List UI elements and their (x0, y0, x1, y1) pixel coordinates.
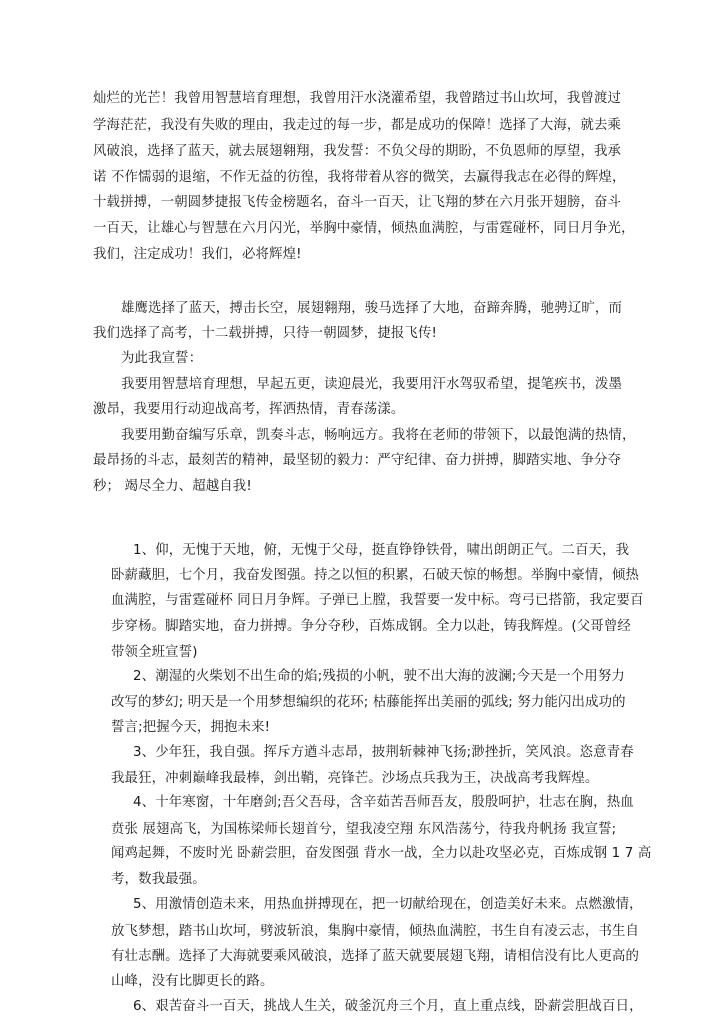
text-line: 5、用激情创造未来，用热血拼搏现在，把一切献给现在，创造美好未来。点燃激情， (133, 897, 643, 912)
text-line: 雄鹰选择了蓝天，搏击长空，展翅翱翔，骏马选择了大地，奋蹄奔腾，驰骋辽旷，而 (121, 301, 623, 316)
text-line: 放飞梦想，踏书山坎坷，劈波斩浪，集胸中豪情，倾热血满腔，书生自有凌云志，书生自 (111, 924, 640, 939)
text-line: 我最狂，冲刺巅峰我最棒，剑出鞘，亮锋芒。沙场点兵我为王，决战高考我辉煌。 (111, 771, 599, 786)
text-line: 有壮志酬。选择了大海就要乘风破浪，选择了蓝天就要展翅飞翔，请相信没有比人更高的 (111, 949, 640, 964)
text-line: 3、少年狂，我自强。挥斥方遒斗志昂，披荆斩棘神飞扬;渺挫折，笑风浪。恣意青春 (133, 745, 634, 760)
text-line: 步穿杨。脚踏实地，奋力拼搏。争分夺秒，百炼成钢。全力以赴，铸我辉煌。(父哥曾经 (111, 619, 631, 634)
text-line: 带领全班宣誓) (111, 645, 198, 660)
text-line: 闻鸡起舞，不废时光 卧薪尝胆，奋发图强 背水一战，全力以赴攻坚必克，百炼成钢 1 7 高 (111, 846, 652, 861)
text-line: 最昂扬的斗志，最刻苦的精神，最坚韧的毅力：严守纪律、奋力拼搏，脚踏实地、争分夺 (93, 453, 622, 468)
text-line: 灿烂的光芒！我曾用智慧培育理想，我曾用汗水浇灌希望，我曾踏过书山坎坷，我曾渡过 (93, 91, 622, 106)
text-line: 誓言;把握今天，拥抱未来! (111, 720, 271, 735)
text-line: 秒； 竭尽全力、超越自我! (93, 479, 252, 494)
text-line: 为此我宣誓： (121, 351, 203, 366)
text-line: 1、仰，无愧于天地，俯，无愧于父母，挺直铮铮铁骨，啸出朗朗正气。二百天，我 (133, 543, 630, 558)
text-line: 改写的梦幻; 明天是一个用梦想编织的花环; 枯藤能挥出美丽的弧线; 努力能闪出成功的 (111, 695, 626, 710)
text-line: 考，数我最强。 (111, 872, 206, 887)
text-line: 我们，注定成功！我们，必将辉煌! (93, 247, 302, 262)
text-line: 我要用勤奋编写乐章，凯奏斗志，畅响远方。我将在老师的带领下，以最饱满的热情， (121, 428, 636, 443)
text-line: 山峰，没有比脚更长的路。 (111, 974, 274, 989)
text-line: 卧薪藏胆，七个月，我奋发图强。持之以恒的积累，石破天惊的畅想。举胸中豪情，倾热 (111, 568, 640, 583)
text-line: 学海茫茫，我没有失败的理由，我走过的每一步，都是成功的保障！选择了大海，就去乘 (93, 118, 622, 133)
text-line: 激昂，我要用行动迎战高考，挥洒热情，青春荡漾。 (93, 402, 405, 417)
text-line: 贲张 展翅高飞，为国栋梁师长翅首兮，望我凌空翔 东风浩荡兮，待我舟帆扬 我宣誓; (111, 822, 617, 837)
text-line: 我要用智慧培育理想，早起五更，读迎晨光，我要用汗水驾驭希望，提笔疾书，泼墨 (121, 377, 623, 392)
text-line: 6、艰苦奋斗一百天，挑战人生关，破釜沉舟三个月，直上重点线，卧薪尝胆战百日， (133, 999, 643, 1014)
text-line: 我们选择了高考，十二载拼搏，只待一朝圆梦，捷报飞传! (93, 326, 438, 341)
text-line: 十载拼搏，一朝圆梦捷报飞传金榜题名，奋斗一百天，让飞翔的梦在六月张开翅膀，奋斗 (93, 195, 622, 210)
text-line: 风破浪，选择了蓝天，就去展翅翱翔，我发誓：不负父母的期盼，不负恩师的厚望，我承 (93, 144, 622, 159)
text-line: 2、潮湿的火柴划不出生命的焰;残损的小帆，驶不出大海的波澜;今天是一个用努力 (133, 669, 625, 684)
text-line: 4、十年寒窗，十年磨剑;吾父吾母，含辛茹苦吾师吾友，殷殷呵护，壮志在胸，热血 (133, 795, 634, 810)
text-line: 血满腔，与雷霆碰杯 同日月争辉。子弹已上膛，我誓要一发中标。弯弓已搭箭，我定要百 (111, 593, 644, 608)
text-line: 诺 不作懦弱的退缩，不作无益的彷徨，我将带着从容的微笑，去赢得我志在必得的辉煌， (93, 170, 626, 185)
text-line: 一百天，让雄心与智慧在六月闪光，举胸中豪情，倾热血满腔，与雷霆碰杯，同日月争光， (93, 221, 635, 236)
